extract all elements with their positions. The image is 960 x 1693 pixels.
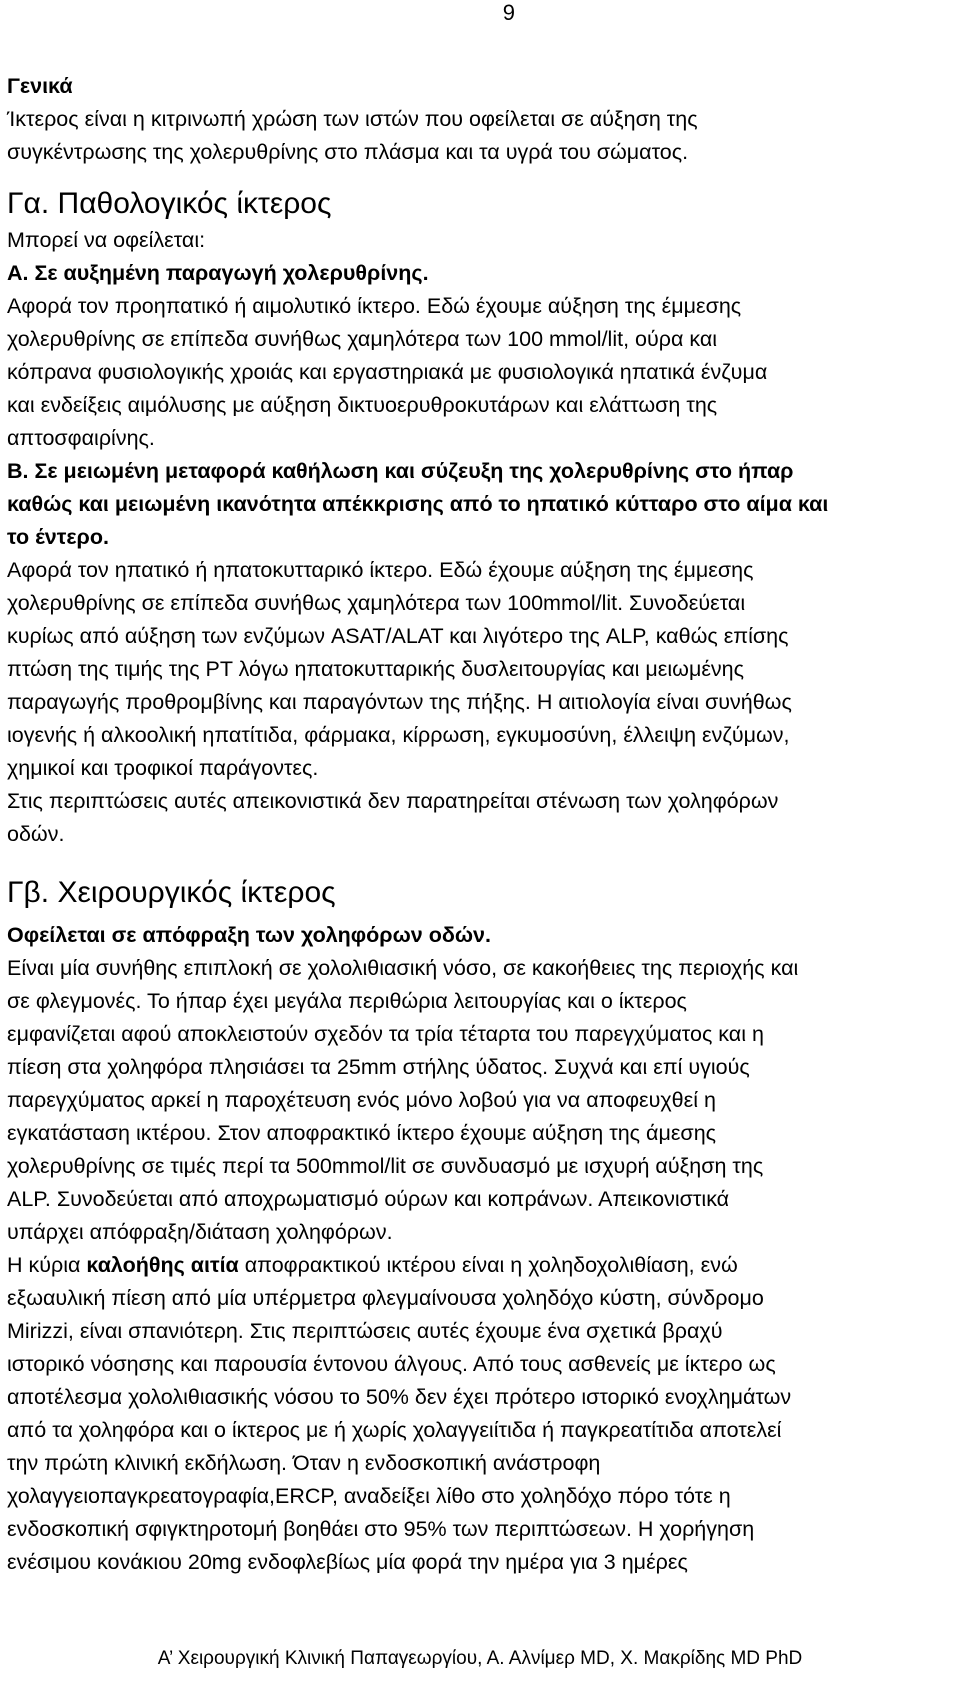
paragraph-line: Ίκτερος είναι η κιτρινωπή χρώση των ιστών που οφείλεται σε αύξηση της [7, 107, 698, 131]
paragraph-line: υπάρχει απόφραξη/διάταση χοληφόρων. [7, 1220, 393, 1244]
paragraph-line: χολερυθρίνης σε τιμές περί τα 500mmol/lit σε συνδυασμό με ισχυρή αύξηση της [7, 1154, 764, 1178]
paragraph-line: και ενδείξεις αιμόλυσης με αύξηση δικτυοερυθροκυτάρων και ελάττωση της [7, 393, 718, 417]
cause-prefix: Η κύρια [7, 1253, 87, 1277]
paragraph-line: ενέσιμου κονάκιου 20mg ενδοφλεβίως μία φορά την ημέρα για 3 ημέρες [7, 1550, 688, 1574]
subsection-heading-a: Α. Σε αυξημένη παραγωγή χολερυθρίνης. [7, 261, 429, 285]
paragraph-line: κυρίως από αύξηση των ενζύμων ASAT/ALAT και λιγότερο της ALP, καθώς επίσης [7, 624, 789, 648]
paragraph-line: πτώση της τιμής της PT λόγω ηπατοκυτταρικής δυσλειτουργίας και μειωμένης [7, 657, 744, 681]
subsection-heading-b: το έντερο. [7, 525, 109, 549]
paragraph-line: από τα χοληφόρα και ο ίκτερος με ή χωρίς χολαγγειίτιδα ή παγκρεατίτιδα αποτελεί [7, 1418, 782, 1442]
subsection-heading-b: καθώς και μειωμένη ικανότητα απέκκρισης από το ηπατικό κύτταρο στο αίμα και [7, 492, 829, 516]
paragraph-line: παραγωγής προθρομβίνης και παραγόντων της πήξης. Η αιτιολογία είναι συνήθως [7, 690, 792, 714]
page-number-text: 9 [502, 0, 515, 25]
paragraph-line: εγκατάσταση ικτέρου. Στον αποφρακτικό ίκτερο έχουμε αύξηση της άμεσης [7, 1121, 717, 1145]
section-title-surgical: Γβ. Χειρουργικός ίκτερος [7, 876, 336, 909]
paragraph-line [7, 1249, 957, 1282]
paragraph-line: Αφορά τον ηπατικό ή ηπατοκυτταρικό ίκτερο. Εδώ έχουμε αύξηση της έμμεσης [7, 558, 754, 582]
paragraph-line: ALP. Συνοδεύεται από αποχρωματισμό ούρων και κοπράνων. Απεικονιστικά [7, 1187, 730, 1211]
paragraph-line: την πρώτη κλινική εκδήλωση. Όταν η ενδοσκοπική ανάστροφη [7, 1451, 601, 1475]
paragraph-line: χολερυθρίνης σε επίπεδα συνήθως χαμηλότερα των 100mmol/lit. Συνοδεύεται [7, 591, 746, 615]
paragraph-line: σε φλεγμονές. Το ήπαρ έχει μεγάλα περιθώρια λειτουργίας και ο ίκτερος [7, 989, 687, 1013]
paragraph-line: απτοσφαιρίνης. [7, 426, 155, 450]
page-footer: Α’ Χειρουργική Κλινική Παπαγεωργίου, Α. Αλνίμερ MD, Χ. Μακρίδης MD PhD [157, 1648, 803, 1669]
paragraph-line: συγκέντρωσης της χολερυθρίνης στο πλάσμα και τα υγρά του σώματος. [7, 140, 689, 164]
document-body [7, 70, 957, 1579]
section-title-general: Γενικά [7, 74, 73, 98]
paragraph-line: κόπρανα φυσιολογικής χροιάς και εργαστηριακά με φυσιολογικά ηπατικά ένζυμα [7, 360, 768, 384]
paragraph-line: ιστορικό νόσησης και παρουσία έντονου άλγους. Από τους ασθενείς με ίκτερο ως [7, 1352, 776, 1376]
paragraph-line: αποτέλεσμα χολολιθιασικής νόσου το 50% δεν έχει πρότερο ιστορικό ενοχλημάτων [7, 1385, 792, 1409]
cause-emphasis: καλοήθης αιτία [86, 1253, 239, 1277]
paragraph-line: Είναι μία συνήθης επιπλοκή σε χολολιθιασική νόσο, σε κακοήθειες της περιοχής και [7, 956, 799, 980]
page-number [0, 0, 960, 26]
paragraph-line: χολερυθρίνης σε επίπεδα συνήθως χαμηλότερα των 100 mmol/lit, ούρα και [7, 327, 718, 351]
paragraph-line: εξωαυλική πίεση από μία υπέρμετρα φλεγμαίνουσα χοληδόχο κύστη, σύνδρομο [7, 1286, 764, 1310]
paragraph-line: πίεση στα χοληφόρα πλησιάσει τα 25mm στήλης ύδατος. Συχνά και επί υγιούς [7, 1055, 750, 1079]
paragraph-line: χημικοί και τροφικοί παράγοντες. [7, 756, 319, 780]
paragraph-line: ιογενής ή αλκοολική ηπατίτιδα, φάρμακα, κίρρωση, εγκυμοσύνη, έλλειψη ενζύμων, [7, 723, 790, 747]
paragraph-line: χολαγγειοπαγκρεατογραφία,ERCP, αναδείξει λίθο στο χοληδόχο πόρο τότε η [7, 1484, 731, 1508]
paragraph-line: εμφανίζεται αφού αποκλειστούν σχεδόν τα τρία τέταρτα του παρεγχύματος και η [7, 1022, 764, 1046]
section-title-pathological: Γα. Παθολογικός ίκτερος [7, 187, 332, 220]
paragraph-line: Mirizzi, είναι σπανιότερη. Στις περιπτώσεις αυτές έχουμε ένα σχετικά βραχύ [7, 1319, 723, 1343]
subsection-heading-b: Β. Σε μειωμένη μεταφορά καθήλωση και σύζευξη της χολερυθρίνης στο ήπαρ [7, 459, 794, 483]
section-subtitle-surgical: Οφείλεται σε απόφραξη των χοληφόρων οδών. [7, 923, 491, 947]
paragraph-line: Στις περιπτώσεις αυτές απεικονιστικά δεν παρατηρείται στένωση των χοληφόρων [7, 789, 779, 813]
paragraph-line: ενδοσκοπική σφιγκτηροτομή βοηθάει στο 95% των περιπτώσεων. Η χορήγηση [7, 1517, 755, 1541]
cause-suffix: αποφρακτικού ικτέρου είναι η χοληδοχολιθίαση, ενώ [238, 1253, 738, 1277]
paragraph-line: Αφορά τον προηπατικό ή αιμολυτικό ίκτερο. Εδώ έχουμε αύξηση της έμμεσης [7, 294, 742, 318]
paragraph-line: Μπορεί να οφείλεται: [7, 228, 206, 252]
paragraph-line: παρεγχύματος αρκεί η παροχέτευση ενός μόνο λοβού για να αποφευχθεί η [7, 1088, 716, 1112]
paragraph-line: οδών. [7, 822, 65, 846]
